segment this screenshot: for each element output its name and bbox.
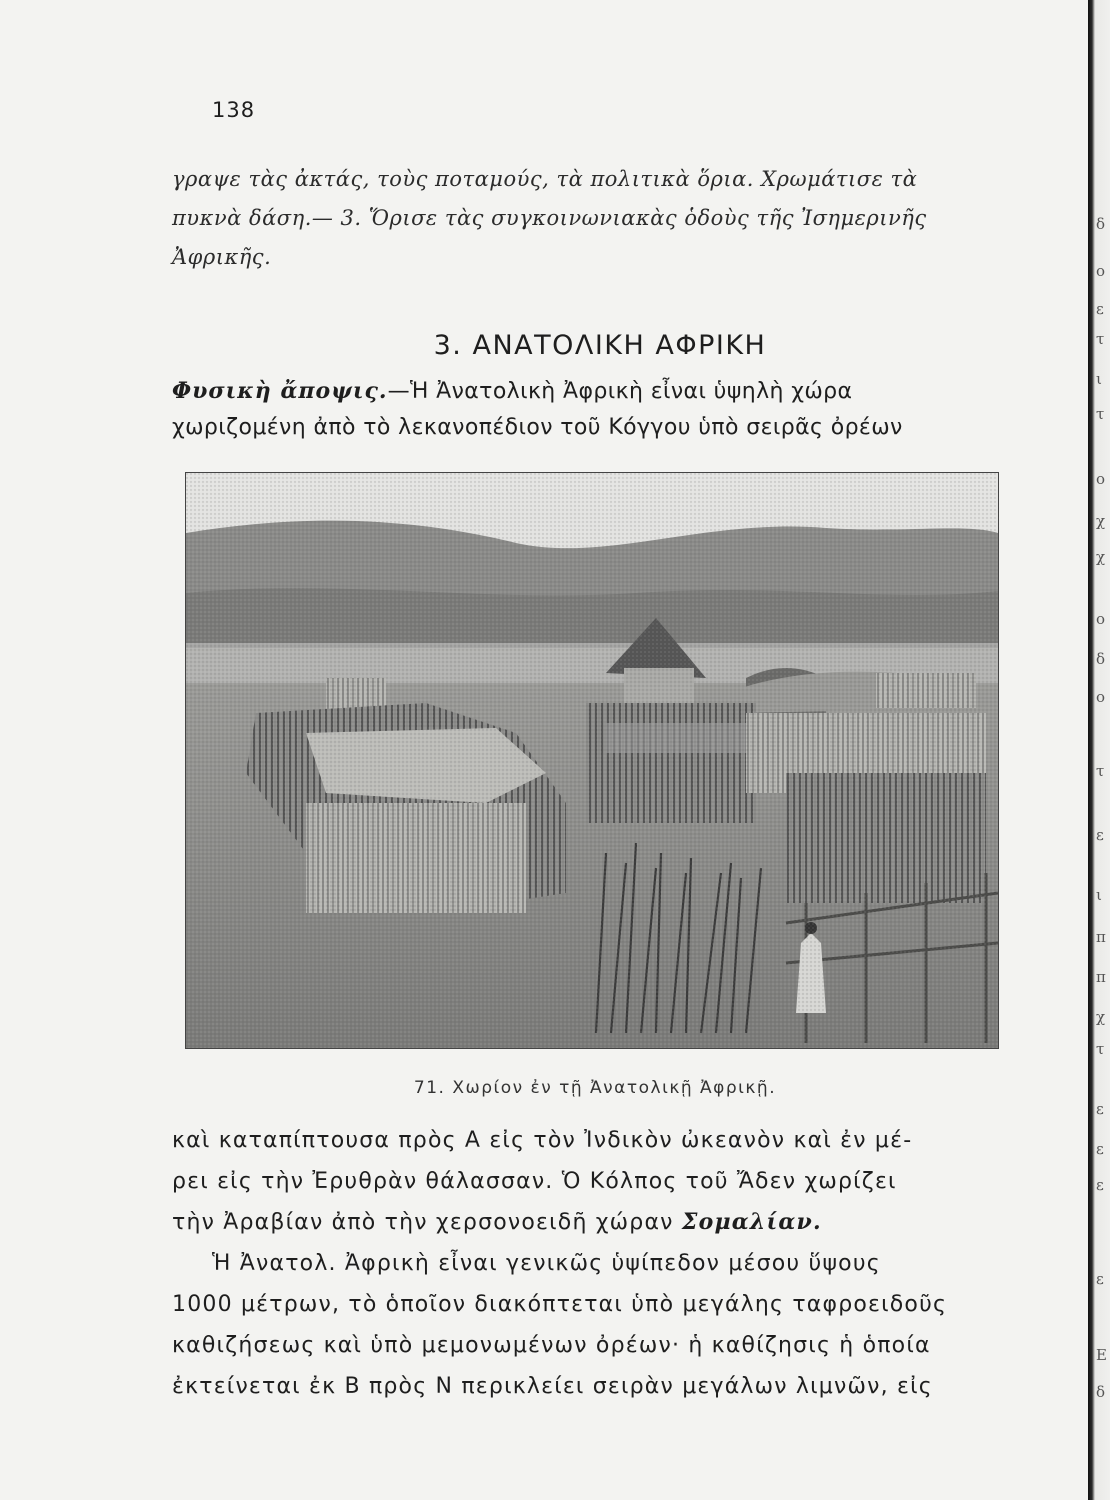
margin-letter: ι <box>1096 886 1102 904</box>
body-line: ρει εἰς τὴν Ἐρυθρὰν θάλασσαν. Ὁ Κόλπος τοῦ Ἄδεν χωρίζει <box>172 1169 897 1194</box>
body-line: καθιζήσεως καὶ ὑπὸ μεμονωμένων ὀρέων· ἡ καθίζησις ἡ ὁποία <box>172 1333 931 1358</box>
margin-letter: ο <box>1096 610 1106 628</box>
margin-letter: ε <box>1096 1140 1104 1158</box>
margin-letter: ο <box>1096 470 1106 488</box>
margin-letter: ε <box>1096 1176 1104 1194</box>
body-line: 1000 μέτρων, τὸ ὁποῖον διακόπτεται ὑπὸ μεγάλης ταφροειδοῦς <box>172 1292 948 1317</box>
exercise-paragraph <box>172 160 1002 277</box>
margin-letter: ε <box>1096 300 1104 318</box>
margin-letter: δ <box>1096 650 1106 668</box>
margin-letter: ι <box>1096 370 1102 388</box>
village-photograph <box>185 472 999 1049</box>
body-line: ἐκτείνεται ἐκ Β πρὸς Ν περικλείει σειρὰν μεγάλων λιμνῶν, εἰς <box>172 1374 933 1399</box>
page-number: 138 <box>212 98 256 122</box>
margin-letter: ο <box>1096 688 1106 706</box>
subsection-lead: Φυσικὴ ἄποψις. <box>172 378 388 404</box>
intro-line: χωριζομένη ἀπὸ τὸ λεκανοπέδιον τοῦ Κόγγου ὑπὸ σειρᾶς ὀρέων <box>172 415 903 440</box>
section-heading: 3. ΑΝΑΤΟΛΙΚΗ ΑΦΡΙΚΗ <box>433 330 767 361</box>
exercise-line: γραψε τὰς ἀκτάς, τοὺς ποταμούς, τὰ πολιτικὰ ὅρια. Χρωμάτισε τὰ <box>172 167 918 191</box>
body-text: τὴν Ἀραβίαν ἀπὸ τὴν χερσονοειδῆ χώραν <box>172 1210 674 1235</box>
place-name-somalia: Σομαλίαν. <box>681 1209 822 1235</box>
intro-line <box>172 373 1007 410</box>
margin-letter: χ <box>1096 512 1106 530</box>
photo-illustration <box>186 473 998 1048</box>
body-line: Ἡ Ἀνατολ. Ἀφρικὴ εἶναι γενικῶς ὑψίπεδον μέσου ὕψους <box>212 1251 881 1276</box>
margin-letter: ε <box>1096 1270 1104 1288</box>
margin-letter: π <box>1096 928 1106 946</box>
exercise-line: πυκνὰ δάση.— 3. Ὅρισε τὰς συγκοινωνιακὰς ὁδοὺς τῆς Ἰσημερινῆς <box>172 206 927 230</box>
next-page-margin-letters <box>1096 0 1110 1500</box>
margin-letter: τ <box>1096 405 1105 423</box>
margin-letter: χ <box>1096 548 1106 566</box>
margin-letter: τ <box>1096 762 1105 780</box>
body-paragraph <box>172 1120 1007 1407</box>
next-page-edge <box>1088 0 1110 1500</box>
body-line: καὶ καταπίπτουσα πρὸς Α εἰς τὸν Ἰνδικὸν ὠκεανὸν καὶ ἐν μέ- <box>172 1128 913 1153</box>
margin-letter: δ <box>1096 215 1106 233</box>
margin-letter: Ε <box>1096 1346 1107 1364</box>
body-line <box>172 1202 1007 1243</box>
figure-caption: 71. Χωρίον ἐν τῇ Ἀνατολικῇ Ἀφρικῇ. <box>413 1078 777 1098</box>
margin-letter: χ <box>1096 1008 1106 1026</box>
margin-letter: τ <box>1096 330 1105 348</box>
margin-letter: ε <box>1096 1100 1104 1118</box>
margin-letter: ο <box>1096 262 1106 280</box>
margin-letter: δ <box>1096 1383 1106 1401</box>
halftone-texture <box>186 473 998 1048</box>
margin-letter: τ <box>1096 1040 1105 1058</box>
margin-letter: π <box>1096 968 1106 986</box>
margin-letter: ε <box>1096 826 1104 844</box>
intro-paragraph <box>172 373 1007 446</box>
intro-text: —Ἡ Ἀνατολικὴ Ἀφρικὴ εἶναι ὑψηλὴ χώρα <box>387 379 853 404</box>
exercise-line: Ἀφρικῆς. <box>172 245 272 269</box>
